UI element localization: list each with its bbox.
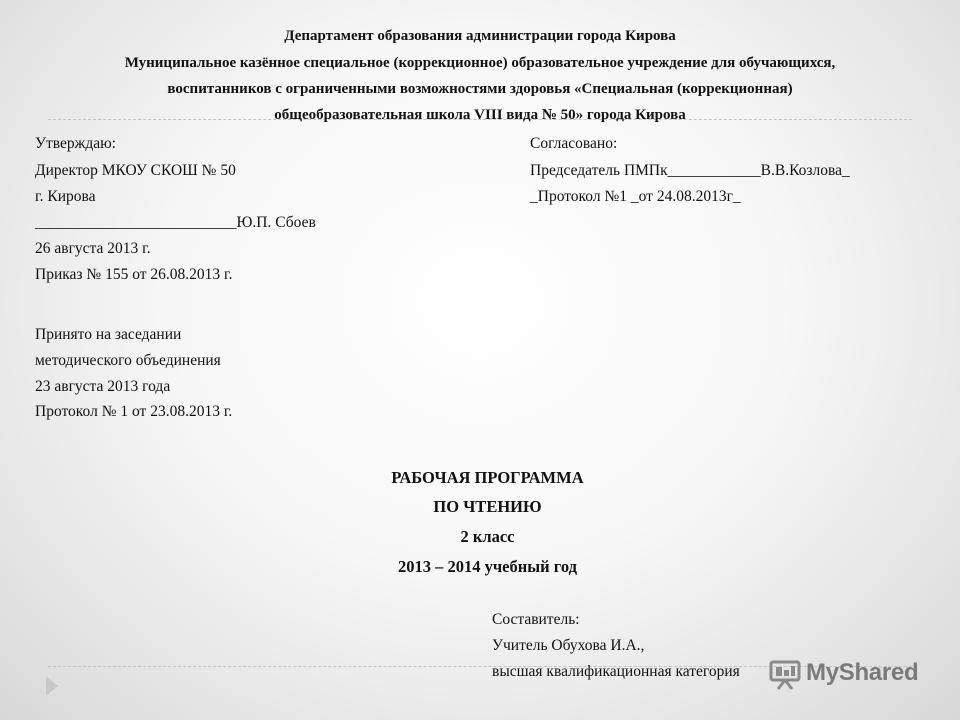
watermark-logo xyxy=(768,655,928,695)
program-grade: 2 класс xyxy=(460,527,515,546)
approval-city: г. Кирова xyxy=(35,188,96,205)
header-department: Департамент образования администрации города Кирова xyxy=(284,28,676,44)
next-slide-arrow-icon[interactable] xyxy=(46,676,58,696)
approval-heading: Утверждаю: xyxy=(35,135,116,152)
author-heading: Составитель: xyxy=(492,611,580,628)
presentation-board-icon xyxy=(768,657,802,691)
header-school-line-3: общеобразовательная школа VIII вида № 50» города Кирова xyxy=(274,107,686,123)
accepted-line-4: Протокол № 1 от 23.08.2013 г. xyxy=(35,403,233,420)
agreed-protocol: _Протокол №1 _от 24.08.2013г_ xyxy=(530,188,741,205)
agreed-chairman: Председатель ПМПк____________В.В.Козлова_ xyxy=(530,162,850,179)
program-title: РАБОЧАЯ ПРОГРАММА xyxy=(391,468,584,487)
header-school-line-2: воспитанников с ограниченными возможностями здоровья «Специальная (коррекционная) xyxy=(167,81,793,97)
approval-director: Директор МКОУ СКОШ № 50 xyxy=(35,162,236,179)
watermark-text: MyShared xyxy=(806,659,919,686)
program-year: 2013 – 2014 учебный год xyxy=(398,557,577,576)
approval-signature: __________________________Ю.П. Сбоев xyxy=(35,214,316,231)
header-school-line-1: Муниципальное казённое специальное (коррекционное) образовательное учреждение для обучающихся, xyxy=(124,55,836,71)
accepted-line-3: 23 августа 2013 года xyxy=(35,378,171,395)
agreed-heading: Согласовано: xyxy=(530,135,618,152)
accepted-line-2: методического объединения xyxy=(35,352,221,369)
program-subject: ПО ЧТЕНИЮ xyxy=(433,497,542,516)
approval-order: Приказ № 155 от 26.08.2013 г. xyxy=(35,266,233,283)
accepted-line-1: Принято на заседании xyxy=(35,326,182,343)
author-teacher: Учитель Обухова И.А., xyxy=(492,637,645,654)
author-category: высшая квалификационная категория xyxy=(492,663,740,680)
approval-date: 26 августа 2013 г. xyxy=(35,240,151,257)
